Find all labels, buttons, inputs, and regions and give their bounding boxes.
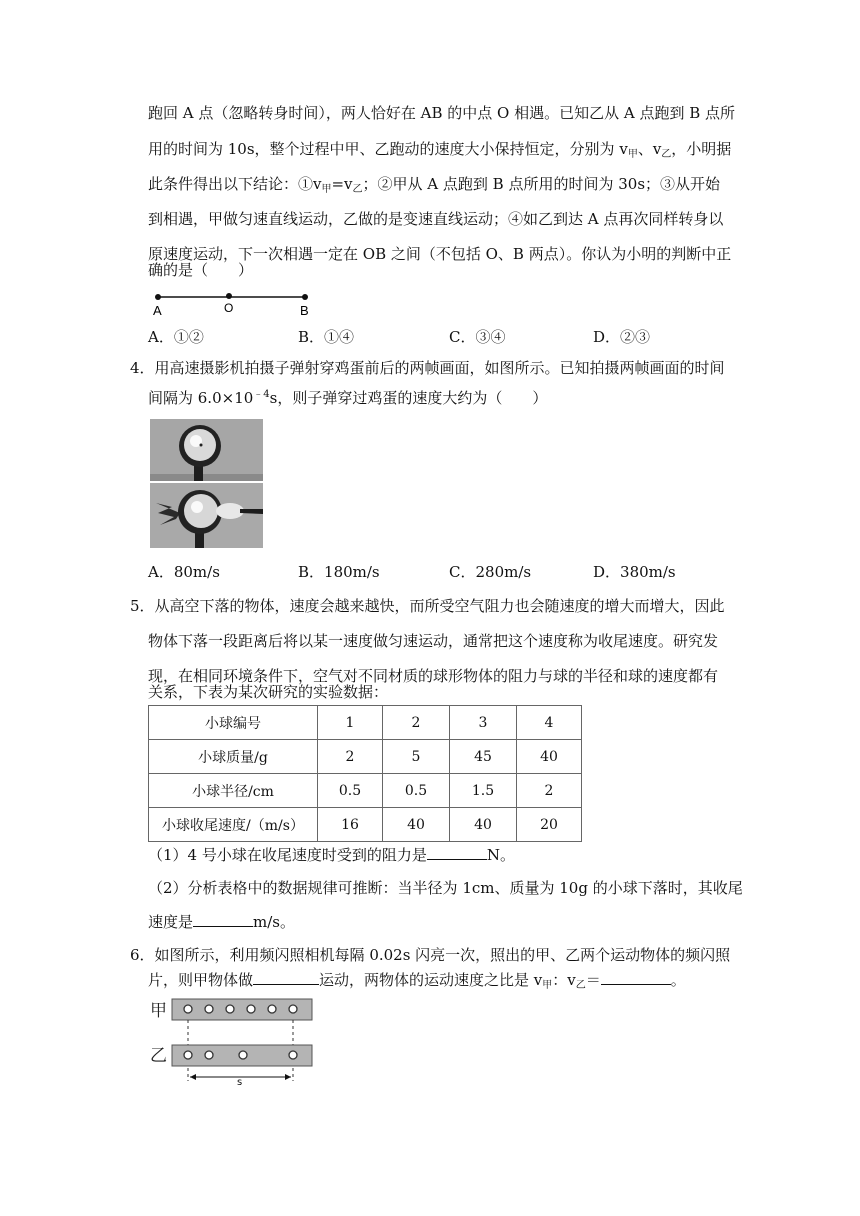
table-cell: 2 [383, 706, 450, 740]
table-cell: 0.5 [318, 774, 383, 808]
table-cell: 小球编号 [149, 706, 318, 740]
table-cell: 小球半径/cm [149, 774, 318, 808]
table-cell: 16 [318, 808, 383, 842]
table-cell: 2 [318, 740, 383, 774]
egg-photo-after [150, 483, 263, 548]
q5-sub-2-cont: 速度是 m/s。 [148, 913, 295, 931]
table-row [149, 774, 582, 808]
q4-option-a[interactable]: A．80m/s [148, 563, 220, 581]
table-cell: 40 [450, 808, 517, 842]
table-cell: 1.5 [450, 774, 517, 808]
table-cell: 4 [517, 706, 582, 740]
label-yi: 乙 [150, 1046, 167, 1066]
table-cell: 20 [517, 808, 582, 842]
table-row [149, 706, 582, 740]
table-cell: 40 [517, 740, 582, 774]
q4-line-2: 间隔为 $6.0\times 10^{﹣4}s$，则子弹穿过鸡蛋的速度大约为（ ） [148, 389, 548, 407]
label-o: O [224, 301, 234, 315]
table-row [149, 740, 582, 774]
q5-sub-1: （1）4 号小球在收尾速度时受到的阻力是 N。 [148, 846, 515, 864]
q5-sub-2: （2）分析表格中的数据规律可推断：当半径为 1cm、质量为 10g 的小球下落时，其收尾 [148, 879, 743, 897]
table-cell: 小球质量/g [149, 740, 318, 774]
answer-blank[interactable] [601, 970, 671, 985]
q3-line-3: 此条件得出以下结论：$①v_甲=v_乙$；②甲从 A 点跑到 B 点所用的时间为 30s；③从开始 [148, 175, 721, 195]
answer-blank[interactable] [427, 845, 487, 860]
q3-option-a[interactable]: A．①② [148, 328, 204, 346]
q5-line-1: 5．从高空下落的物体，速度会越来越快，而所受空气阻力也会随速度的增大而增大，因此 [130, 597, 725, 615]
table-cell: 5 [383, 740, 450, 774]
table-cell: 45 [450, 740, 517, 774]
strobe-photo-figure [148, 993, 323, 1085]
q5-line-3: 现，在相同环境条件下，空气对不同材质的球形物体的阻力与球的半径和球的速度都有 [148, 667, 719, 685]
q6-line-2: 片，则甲物体做 运动，两物体的运动速度之比是 $v_甲$：$v_乙=$ 。 [148, 971, 686, 991]
q3-option-d[interactable]: D．②③ [593, 328, 651, 346]
aob-segment-figure [148, 286, 318, 318]
q3-line-6: 确的是（ ） [148, 261, 254, 279]
q3-option-c[interactable]: C．③④ [449, 328, 506, 346]
q4-option-d[interactable]: D．380m/s [593, 563, 676, 581]
q3-line-5: 原速度运动，下一次相遇一定在 OB 之间（不包括 O、B 两点）。你认为小明的判断中正 [148, 245, 732, 263]
table-cell: 40 [383, 808, 450, 842]
q4-option-b[interactable]: B．180m/s [298, 563, 380, 581]
q3-line-4: 到相遇，甲做匀速直线运动，乙做的是变速直线运动；④如乙到达 A 点再次同样转身以 [148, 210, 724, 228]
table-cell: 小球收尾速度/（m/s） [149, 808, 318, 842]
table-cell: 3 [450, 706, 517, 740]
answer-blank[interactable] [253, 970, 319, 985]
experiment-data-table [148, 705, 582, 842]
q5-line-2: 物体下落一段距离后将以某一速度做匀速运动，通常把这个速度称为收尾速度。研究发 [148, 632, 719, 650]
table-cell: 0.5 [383, 774, 450, 808]
q6-line-1: 6．如图所示，利用频闪照相机每隔 0.02s 闪亮一次，照出的甲、乙两个运动物体的频闪照 [130, 946, 731, 964]
egg-photo-before [150, 419, 263, 481]
q3-line-1: 跑回 A 点（忽略转身时间），两人恰好在 AB 的中点 O 相遇。已知乙从 A 点跑到 B 点所 [148, 104, 736, 122]
q3-line-2: 用的时间为 10s，整个过程中甲、乙跑动的速度大小保持恒定，分别为 $v_甲$、$v_乙$，小明据 [148, 140, 732, 160]
table-cell: 1 [318, 706, 383, 740]
q5-line-4: 关系，下表为某次研究的实验数据： [148, 683, 389, 701]
label-jia: 甲 [150, 1001, 167, 1021]
label-b: B [300, 303, 309, 318]
table-row [149, 808, 582, 842]
q4-line-1: 4．用高速摄影机拍摄子弹射穿鸡蛋前后的两帧画面，如图所示。已知拍摄两帧画面的时间 [130, 359, 725, 377]
q4-option-c[interactable]: C．280m/s [449, 563, 532, 581]
label-s: s [237, 1077, 243, 1085]
answer-blank[interactable] [193, 912, 253, 927]
label-a: A [153, 303, 162, 318]
table-cell: 2 [517, 774, 582, 808]
q3-option-b[interactable]: B．①④ [298, 328, 355, 346]
